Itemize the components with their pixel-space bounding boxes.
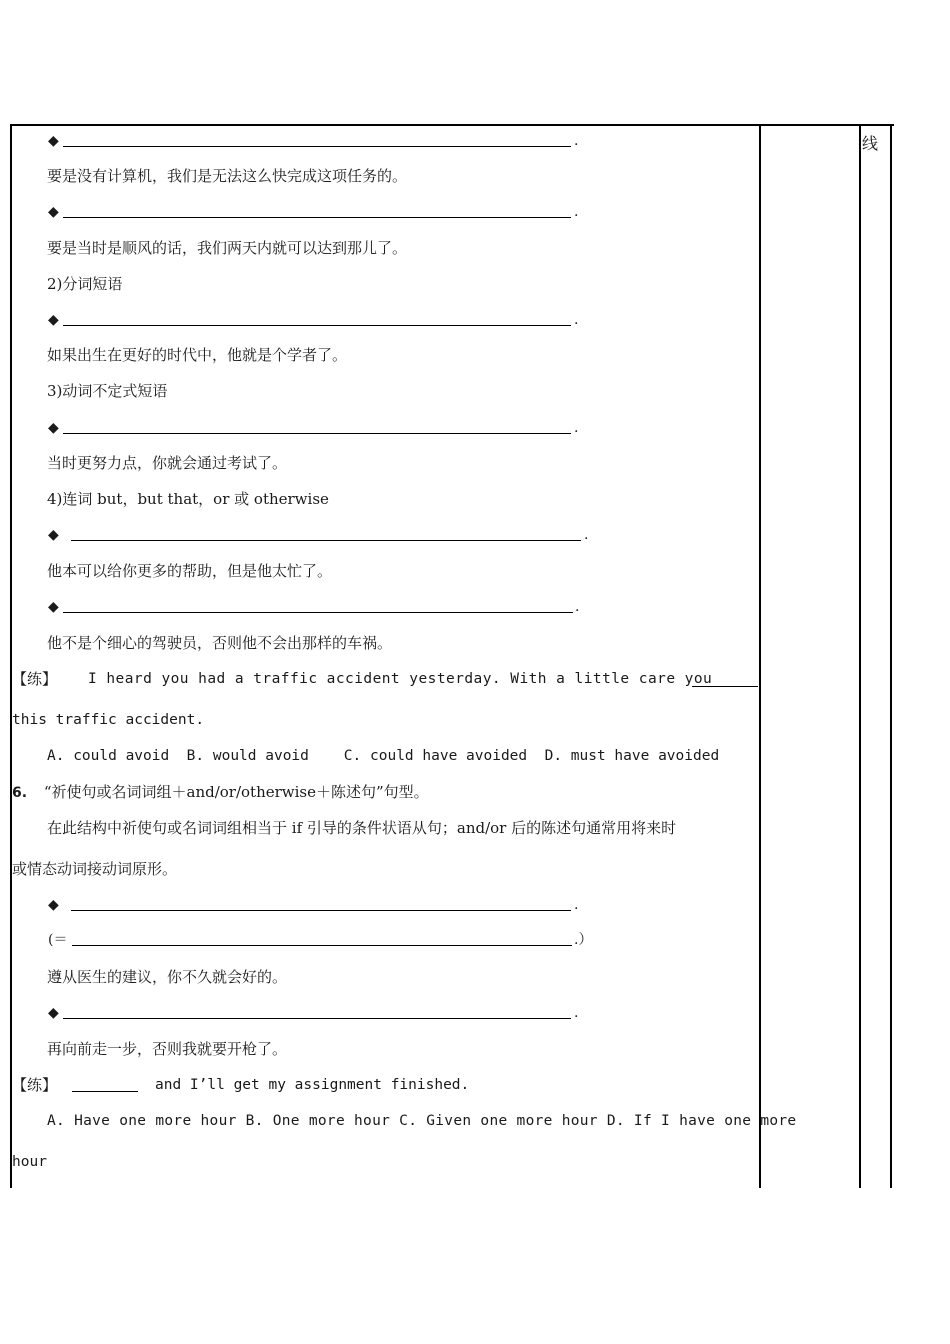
table-right-border: [890, 124, 892, 1188]
exercise-question-continued: this traffic accident.: [12, 712, 205, 728]
exercise-answer-blank[interactable]: [692, 686, 758, 687]
subheading: 4)连词 but，but that，or 或 otherwise: [47, 490, 329, 508]
diamond-bullet-icon: ◆: [48, 527, 59, 543]
answer-blank[interactable]: [48, 310, 579, 330]
blank-underline: [63, 433, 571, 434]
diamond-bullet-icon: ◆: [48, 204, 59, 220]
blank-underline: [71, 540, 581, 541]
exercise-label: 【练】: [12, 670, 58, 688]
chinese-sentence: 他不是个细心的驾驶员，否则他不会出那样的车祸。: [47, 634, 393, 652]
table-top-border: [10, 124, 894, 126]
exercise-answer-blank[interactable]: [72, 1091, 138, 1092]
diamond-bullet-icon: ◆: [48, 312, 59, 328]
chinese-sentence: 要是当时是顺风的话，我们两天内就可以达到那儿了。: [47, 239, 408, 257]
blank-period: .: [574, 204, 579, 220]
answer-blank[interactable]: [48, 895, 579, 915]
chinese-sentence: 遵从医生的建议，你不久就会好的。: [47, 968, 288, 986]
table-left-border: [10, 124, 12, 1188]
subheading: 2)分词短语: [47, 275, 123, 293]
diamond-bullet-icon: ◆: [48, 897, 59, 913]
blank-period: .: [575, 599, 580, 615]
answer-blank[interactable]: [48, 202, 579, 222]
blank-underline: [63, 217, 571, 218]
blank-underline: [71, 910, 571, 911]
chinese-sentence: 如果出生在更好的时代中，他就是个学者了。: [47, 346, 348, 364]
answer-blank[interactable]: [48, 597, 580, 617]
diamond-bullet-icon: ◆: [48, 599, 59, 615]
table-column-divider-2: [859, 124, 861, 1188]
blank-period: .: [574, 1005, 579, 1021]
section-paragraph: 在此结构中祈使句或名词词组相当于 if 引导的条件状语从句；and/or 后的陈述句通常用将来时: [47, 819, 677, 837]
table-column-divider-1: [759, 124, 761, 1188]
answer-blank[interactable]: [48, 131, 579, 151]
blank-period: .: [574, 133, 579, 149]
subheading: 3)动词不定式短语: [47, 382, 168, 400]
section-heading: [12, 782, 429, 803]
exercise-options-continued: hour: [12, 1154, 47, 1170]
answer-blank[interactable]: [48, 1003, 579, 1023]
equivalent-close: .）: [574, 932, 593, 948]
section-title: “祈使句或名词词组＋and/or/otherwise＋陈述句”句型。: [43, 783, 429, 801]
diamond-bullet-icon: ◆: [48, 1005, 59, 1021]
blank-underline: [72, 945, 572, 946]
blank-period: .: [574, 312, 579, 328]
answer-blank[interactable]: [48, 525, 589, 545]
equivalent-answer-blank[interactable]: [48, 930, 593, 950]
section-number: 6.: [12, 785, 28, 801]
blank-underline: [63, 612, 573, 613]
blank-underline: [63, 146, 571, 147]
blank-period: .: [574, 420, 579, 436]
side-column-char: 线: [862, 134, 879, 153]
exercise-options: A. could avoid B. would avoid C. could have avoided D. must have avoided: [47, 748, 720, 764]
equivalent-open: (＝: [48, 932, 68, 948]
section-paragraph-continued: 或情态动词接动词原形。: [12, 860, 178, 878]
diamond-bullet-icon: ◆: [48, 420, 59, 436]
chinese-sentence: 再向前走一步，否则我就要开枪了。: [47, 1040, 288, 1058]
chinese-sentence: 要是没有计算机，我们是无法这么快完成这项任务的。: [47, 167, 408, 185]
chinese-sentence: 当时更努力点，你就会通过考试了。: [47, 454, 288, 472]
exercise-label: 【练】: [12, 1076, 58, 1094]
blank-period: .: [574, 897, 579, 913]
blank-period: .: [584, 527, 589, 543]
exercise-options: A. Have one more hour B. One more hour C. Given one more hour D. If I have one more: [47, 1113, 797, 1129]
blank-underline: [63, 325, 571, 326]
answer-blank[interactable]: [48, 418, 579, 438]
exercise-question: I heard you had a traffic accident yesterday. With a little care you: [88, 671, 713, 687]
chinese-sentence: 他本可以给你更多的帮助，但是他太忙了。: [47, 562, 333, 580]
blank-underline: [63, 1018, 571, 1019]
diamond-bullet-icon: ◆: [48, 133, 59, 149]
exercise-question: and I’ll get my assignment finished.: [155, 1077, 470, 1093]
